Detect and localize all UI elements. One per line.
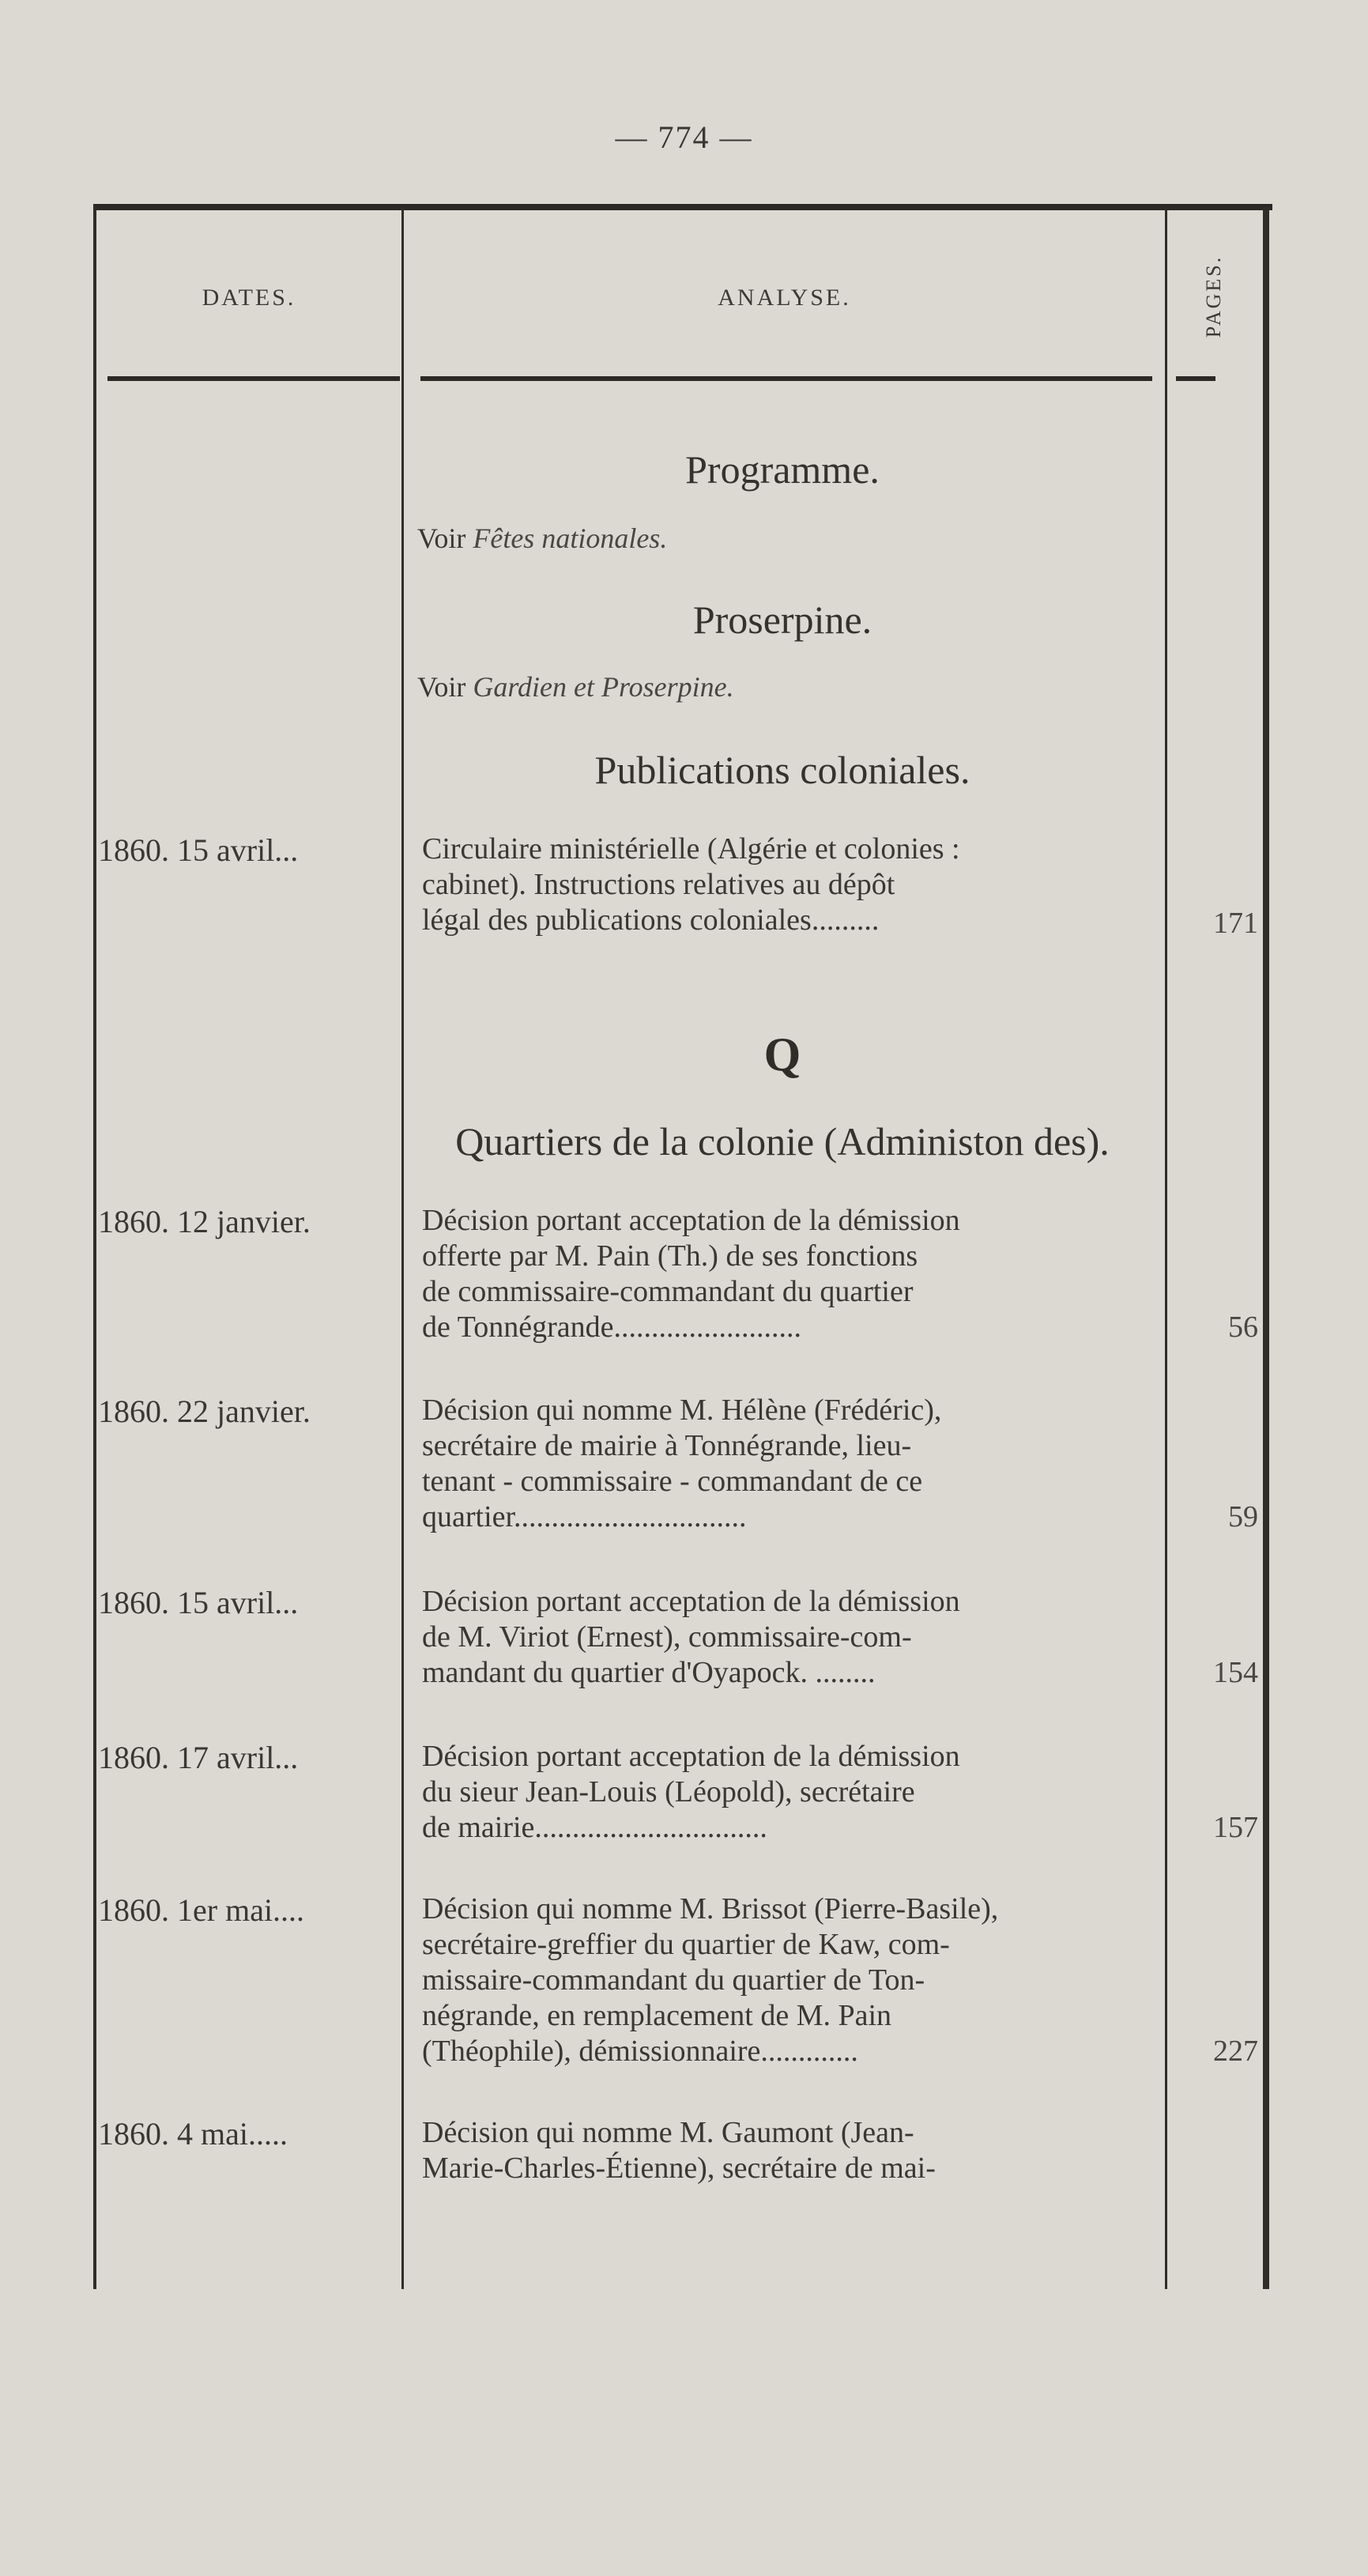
right-border	[1263, 207, 1269, 2289]
entry-line: quartier...............................	[422, 1500, 747, 1533]
entry-page: 171	[1213, 907, 1258, 940]
dates-column-divider	[401, 207, 404, 2289]
entry-date: 1860. 15 avril...	[98, 1585, 299, 1620]
see-target: Gardien et Proserpine.	[473, 671, 734, 703]
entry-text	[422, 2115, 1162, 2186]
entry-line: secrétaire-greffier du quartier de Kaw, com-	[422, 1928, 950, 1961]
header-rule-dates	[107, 376, 400, 381]
entry-line: offerte par M. Pain (Th.) de ses fonctions	[422, 1239, 918, 1273]
section-letter: Q	[763, 1028, 801, 1081]
entry-date: 1860. 4 mai.....	[98, 2116, 288, 2152]
entry-line: tenant - commissaire - commandant de ce	[422, 1465, 923, 1498]
entry-page: 59	[1228, 1500, 1258, 1533]
see-reference-programme	[417, 522, 667, 555]
entry-date: 1860. 12 janvier.	[98, 1204, 311, 1239]
entry-line: Marie-Charles-Étienne), secrétaire de mai-	[422, 2152, 936, 2185]
section-title-proserpine: Proserpine.	[692, 598, 872, 642]
entry-date: 1860. 17 avril...	[98, 1740, 299, 1775]
see-prefix: Voir	[417, 522, 466, 554]
entry-text	[422, 1739, 1162, 1846]
entry-line: Décision qui nomme M. Gaumont (Jean-	[422, 2116, 914, 2149]
entry-page: 227	[1213, 2035, 1258, 2068]
header-analyse: ANALYSE.	[718, 285, 851, 311]
entry-line: mandant du quartier d'Oyapock. ........	[422, 1656, 876, 1689]
entry-line: (Théophile), démissionnaire.............	[422, 2035, 858, 2068]
left-border	[93, 207, 96, 2289]
section-title-programme: Programme.	[685, 447, 880, 492]
see-prefix: Voir	[417, 671, 466, 703]
entry-line: du sieur Jean-Louis (Léopold), secrétaire	[422, 1775, 915, 1808]
analyse-column-divider	[1165, 207, 1167, 2289]
entry-line: Décision portant acceptation de la démission	[422, 1585, 960, 1618]
entry-line: Décision portant acceptation de la démission	[422, 1740, 960, 1773]
see-target: Fêtes nationales.	[473, 522, 668, 554]
entry-text	[422, 1584, 1162, 1691]
entry-line: cabinet). Instructions relatives au dépôt	[422, 868, 895, 901]
entry-line: missaire-commandant du quartier de Ton-	[422, 1963, 925, 1997]
entry-text	[422, 1393, 1162, 1535]
entry-line: de mairie...............................	[422, 1811, 767, 1844]
header-dates: DATES.	[202, 285, 296, 311]
entry-line: Circulaire ministérielle (Algérie et colonies :	[422, 832, 960, 866]
entry-page: 154	[1213, 1656, 1258, 1689]
entry-line: négrande, en remplacement de M. Pain	[422, 1999, 892, 2032]
entry-line: de commissaire-commandant du quartier	[422, 1275, 914, 1308]
entry-page: 157	[1213, 1811, 1258, 1844]
entry-line: de Tonnégrande.........................	[422, 1311, 801, 1344]
section-title-quartiers: Quartiers de la colonie (Administon des).	[455, 1119, 1110, 1164]
header-pages: PAGES.	[1202, 255, 1225, 338]
see-reference-proserpine	[417, 670, 734, 703]
entry-date: 1860. 15 avril...	[98, 832, 299, 868]
entry-date: 1860. 1er mai....	[98, 1892, 305, 1928]
page-number: — 774 —	[615, 119, 753, 155]
header-rule-pages	[1176, 376, 1215, 381]
entry-page: 56	[1228, 1311, 1258, 1344]
header-rule-analyse	[420, 376, 1152, 381]
entry-line: Décision qui nomme M. Brissot (Pierre-Basile),	[422, 1892, 999, 1925]
entry-line: Décision portant acceptation de la démission	[422, 1204, 960, 1237]
entry-date: 1860. 22 janvier.	[98, 1394, 311, 1429]
entry-line: de M. Viriot (Ernest), commissaire-com-	[422, 1620, 912, 1654]
entry-text	[422, 1891, 1162, 2069]
entry-text	[422, 832, 1162, 938]
entry-line: Décision qui nomme M. Hélène (Frédéric),	[422, 1394, 942, 1427]
entry-line: secrétaire de mairie à Tonnégrande, lieu-	[422, 1429, 912, 1462]
entry-line: légal des publications coloniales.........	[422, 903, 880, 937]
section-title-publications: Publications coloniales.	[594, 748, 970, 792]
entry-text	[422, 1203, 1162, 1345]
